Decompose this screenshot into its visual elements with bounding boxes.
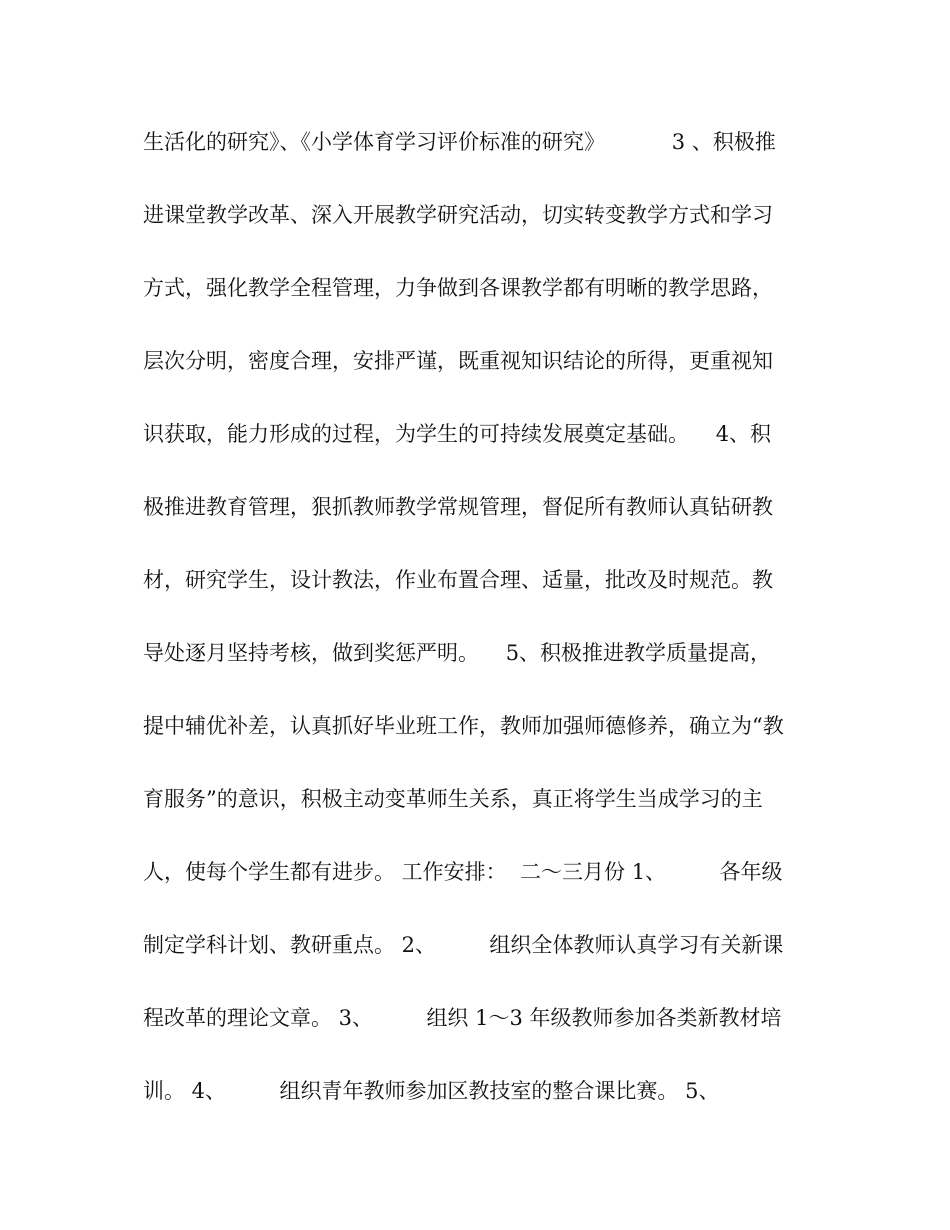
text-line-7: 材，研究学生，设计教法，作业布置合理、适量，批改及时规范。教 xyxy=(143,568,773,592)
text-line-6: 极推进教育管理，狠抓教师教学常规管理，督促所有教师认真钻研教 xyxy=(143,495,773,519)
text-line-8: 导处逐月坚持考核，做到奖惩严明。 5、积极推进教学质量提高， xyxy=(143,641,772,665)
text-line-2: 进课堂教学改革、深入开展教学研究活动，切实转变教学方式和学习 xyxy=(143,203,773,227)
text-line-13: 程改革的理论文章。 3、 组织 1～3 年级教师参加各类新教材培 xyxy=(143,1006,782,1030)
text-line-9: 提中辅优补差，认真抓好毕业班工作，教师加强师德修养，确立为“教 xyxy=(143,714,784,738)
text-line-3: 方式，强化教学全程管理，力争做到各课教学都有明晰的教学思路， xyxy=(143,276,773,300)
text-line-12: 制定学科计划、教研重点。 2、 组织全体教师认真学习有关新课 xyxy=(143,933,784,957)
text-line-5: 识获取，能力形成的过程，为学生的可持续发展奠定基础。 4、积 xyxy=(143,422,772,446)
text-line-11: 人，使每个学生都有进步。 工作安排： 二～三月份 1、 各年级 xyxy=(143,860,783,884)
text-line-14: 训。 4、 组织青年教师参加区教技室的整合课比赛。 5、 xyxy=(143,1079,720,1103)
text-line-4: 层次分明，密度合理，安排严谨，既重视知识结论的所得，更重视知 xyxy=(143,349,773,373)
text-line-1: 生活化的研究》、《小学体育学习评价标准的研究》 3 、积极推 xyxy=(143,130,776,154)
text-line-10: 育服务”的意识，积极主动变革师生关系，真正将学生当成学习的主 xyxy=(143,787,763,811)
